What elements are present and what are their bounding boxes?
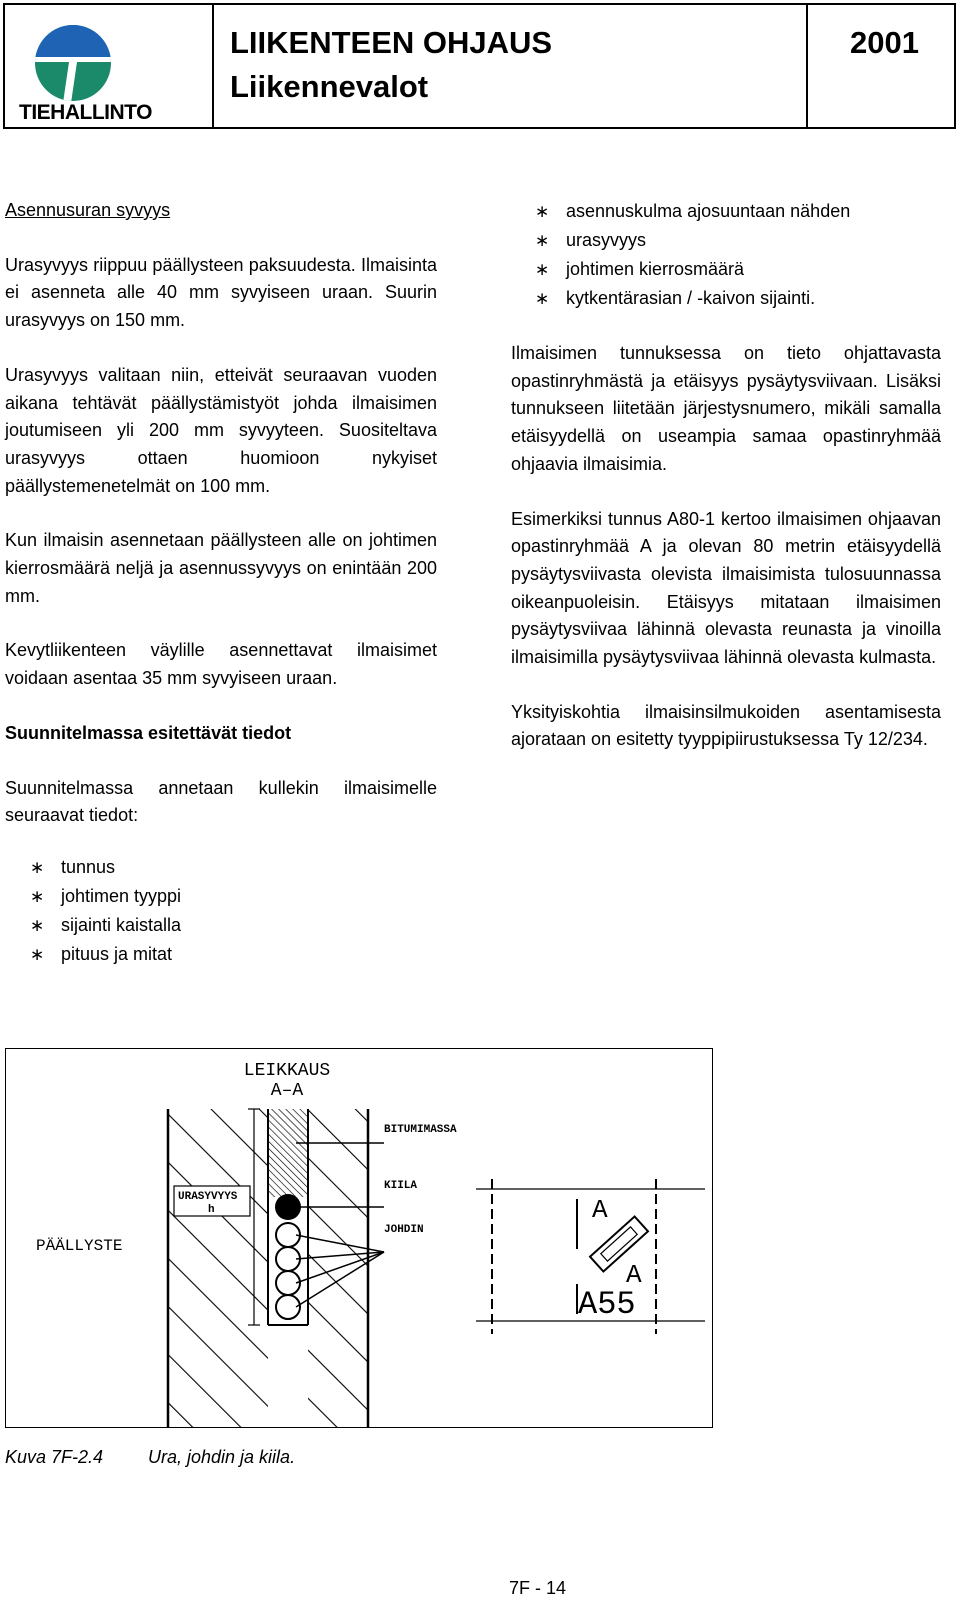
asterisk-bullet-icon: ∗ xyxy=(535,289,550,308)
paragraph: Urasyvyys valitaan niin, etteivät seuraavan vuoden aikana tehtävät päällystämistyöt johda ilmaisimen joutumiseen yli 200 mm syvyyteen. Suositeltava urasyvyys ottaen huomioon nykyiset päällystemenetelmät on 100 mm. xyxy=(5,364,437,496)
figure-caption-text: Ura, johdin ja kiila. xyxy=(148,1447,296,1467)
label-h: h xyxy=(208,1204,215,1216)
year-cell xyxy=(806,5,954,127)
paragraph: Esimerkiksi tunnus A80-1 kertoo ilmaisimen ohjaavan opastinryhmää A ja olevan 80 metrin etäisyydellä pysäytysviivasta olevista ilmaisimista tulosuunnassa oikeanpuoleisin. Etäisyys mitataan ilmaisimen pysäytysviivaa lähinnä olevasta reunasta ja vinoilla ilmaisimilla pysäytysviivaa lähinnä olevasta kulmasta. xyxy=(511,508,941,668)
list-item: ∗ johtimen kierrosmäärä xyxy=(511,255,941,284)
asterisk-bullet-icon: ∗ xyxy=(535,202,550,221)
label-johdin: JOHDIN xyxy=(384,1224,424,1236)
right-bullet-list xyxy=(511,197,941,313)
paragraph: Kevytliikenteen väylille asennettavat ilmaisimet voidaan asentaa 35 mm syvyiseen uraan. xyxy=(5,640,437,689)
asterisk-bullet-icon: ∗ xyxy=(30,858,45,877)
paragraph: Urasyvyys riippuu päällysteen paksuudesta. Ilmaisinta ei asenneta alle 40 mm syvyiseen uraan. Suurin urasyvyys on 150 mm. xyxy=(5,254,437,331)
list-item: ∗ pituus ja mitat xyxy=(5,940,437,969)
asterisk-bullet-icon: ∗ xyxy=(30,945,45,964)
figure-title: LEIKKAUS xyxy=(243,1061,331,1081)
right-column xyxy=(511,197,941,781)
label-a-upper: A xyxy=(592,1195,608,1225)
asterisk-bullet-icon: ∗ xyxy=(535,260,550,279)
cross-section-drawing xyxy=(6,1049,713,1428)
list-item: ∗ kytkentärasian / -kaivon sijainti. xyxy=(511,284,941,313)
label-paallyste: PÄÄLLYSTE xyxy=(36,1237,123,1255)
asterisk-bullet-icon: ∗ xyxy=(535,231,550,250)
list-item: ∗ sijainti kaistalla xyxy=(5,911,437,940)
list-item: ∗ johtimen tyyppi xyxy=(5,882,437,911)
left-bullet-list xyxy=(5,853,437,969)
label-a-lower: A xyxy=(626,1260,642,1290)
section-heading-suunnitelmassa: Suunnitelmassa esitettävät tiedot xyxy=(5,722,292,743)
paragraph: Suunnitelmassa annetaan kullekin ilmaisimelle seuraavat tiedot: xyxy=(5,777,437,826)
page-header xyxy=(3,3,956,129)
list-item: ∗ urasyvyys xyxy=(511,226,941,255)
paragraph: Kun ilmaisin asennetaan päällysteen alle on johtimen kierrosmäärä neljä ja asennussyvyys on enintään 200 mm. xyxy=(5,530,437,606)
left-column xyxy=(5,197,437,857)
section-heading-asennusuran-syvyys: Asennusuran syvyys xyxy=(5,200,171,220)
document-title: LIIKENTEEN OHJAUS xyxy=(230,25,553,60)
list-item: ∗ asennuskulma ajosuuntaan nähden xyxy=(511,197,941,226)
logo-cell xyxy=(5,5,214,127)
document-subtitle: Liikennevalot xyxy=(230,69,429,104)
logo-text: TIEHALLINTO xyxy=(19,101,152,124)
figure-title-section: A–A xyxy=(270,1081,304,1101)
label-kiila: KIILA xyxy=(384,1180,418,1192)
paragraph: Yksityiskohtia ilmaisinsilmukoiden asentamisesta ajorataan on esitetty tyyppipiirustuksessa Ty 12/234. xyxy=(511,701,941,750)
title-cell xyxy=(212,5,806,127)
tiehallinto-logo-icon xyxy=(33,23,113,103)
page-number: 7F - 14 xyxy=(508,1578,567,1598)
cross-section-figure xyxy=(5,1048,713,1428)
asterisk-bullet-icon: ∗ xyxy=(30,916,45,935)
label-bitumimassa: BITUMIMASSA xyxy=(384,1124,457,1136)
asterisk-bullet-icon: ∗ xyxy=(30,887,45,906)
list-item: ∗ tunnus xyxy=(5,853,437,882)
label-urasyvyys: URASYVYYS xyxy=(178,1191,238,1203)
document-year: 2001 xyxy=(850,25,919,60)
label-a55: A55 xyxy=(578,1286,636,1323)
figure-caption-number: Kuva 7F-2.4 xyxy=(5,1447,104,1467)
paragraph: Ilmaisimen tunnuksessa on tieto ohjattavasta opastinryhmästä ja etäisyys pysäytysviivaan. Lisäksi tunnukseen liitetään järjestysnumero, mikäli samalla etäisyydellä on useampia samaa opastinryhmää ohjaavia ilmaisimia. xyxy=(511,343,941,474)
plan-view-detector xyxy=(476,1179,705,1334)
